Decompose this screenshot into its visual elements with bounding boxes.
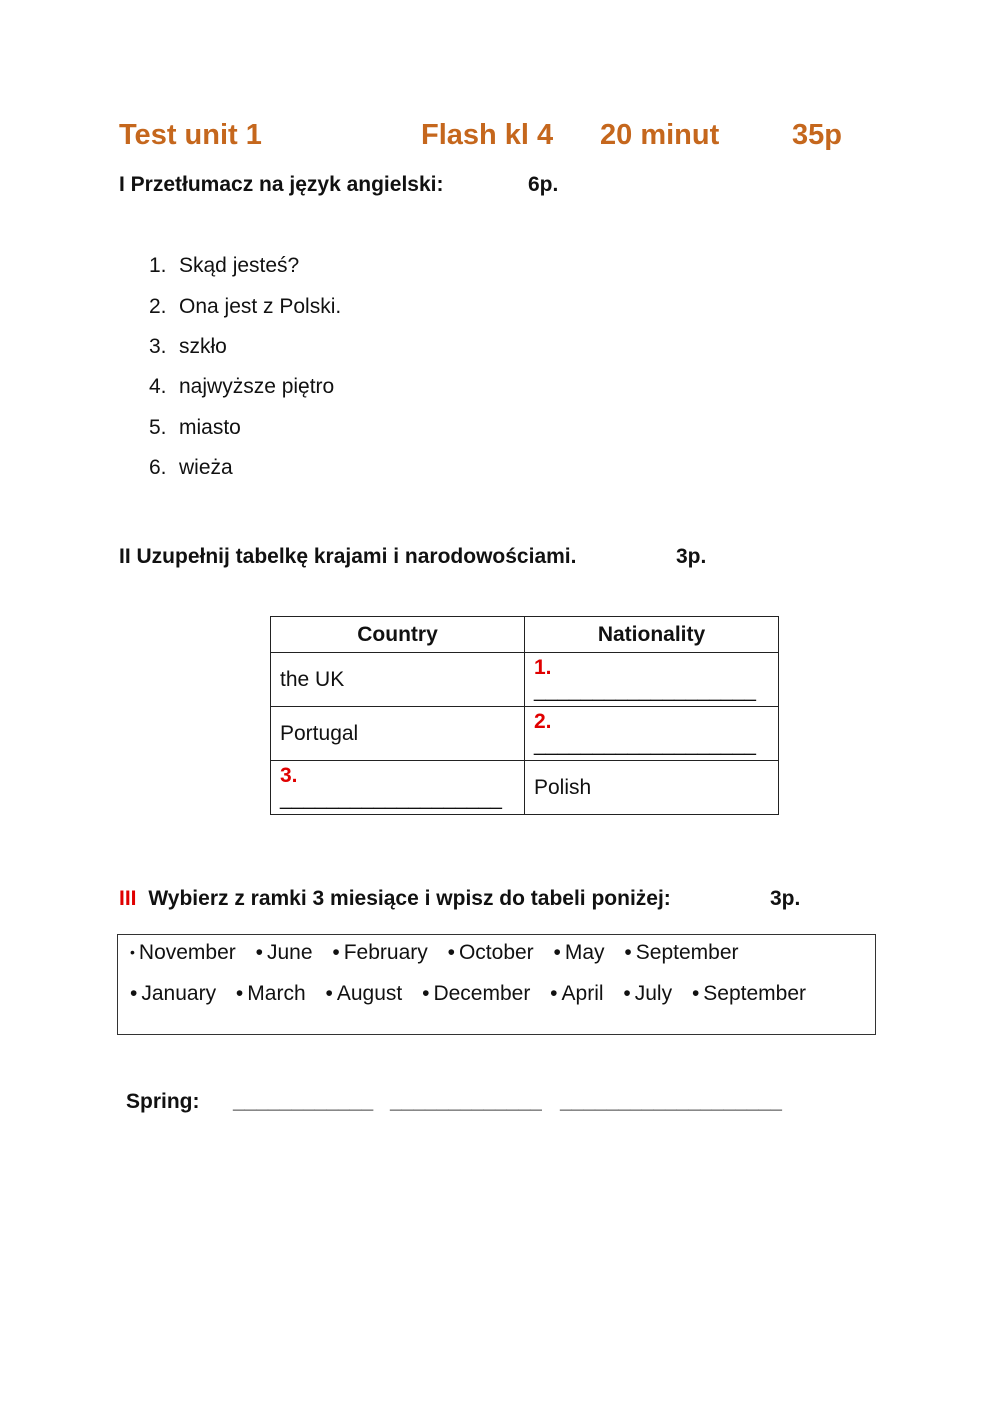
month-word: October: [458, 941, 534, 964]
country-header: Country: [271, 617, 525, 653]
country-cell: Portugal: [271, 707, 525, 761]
month-word: April: [561, 982, 604, 1005]
month-word: May: [564, 941, 605, 964]
item-text: Ona jest z Polski.: [179, 295, 342, 318]
nationality-answer-cell[interactable]: [525, 653, 779, 707]
item-text: Skąd jesteś?: [179, 254, 300, 277]
item-text: miasto: [179, 416, 241, 439]
month-word: November: [138, 941, 236, 964]
table-row: [271, 653, 779, 707]
spring-blank-1[interactable]: ____________: [233, 1090, 374, 1113]
answer-number: 1.: [534, 656, 552, 680]
bullet: •: [553, 941, 561, 964]
list-item: [149, 416, 241, 440]
test-title: Test unit 1: [119, 119, 262, 151]
months-box: [117, 934, 876, 1035]
item-text: wieża: [179, 456, 233, 479]
bullet: •: [235, 982, 244, 1005]
table-row: [271, 761, 779, 815]
table-header-row: [271, 617, 779, 653]
section1-heading: I Przetłumacz na język angielski:: [119, 173, 444, 196]
time-label: 20 minut: [600, 119, 720, 151]
section3-heading-line: [119, 887, 671, 911]
answer-blank[interactable]: ___________________: [534, 678, 756, 702]
spring-label: Spring:: [126, 1090, 200, 1113]
nationality-cell: Polish: [525, 761, 779, 815]
list-item: [149, 295, 341, 319]
table-row: [271, 707, 779, 761]
month-word: June: [266, 941, 313, 964]
bullet: •: [255, 941, 263, 964]
answer-blank[interactable]: ___________________: [280, 786, 502, 810]
section2-points: 3p.: [676, 545, 707, 568]
months-row-2: [130, 982, 820, 1006]
course-label: Flash kl 4: [421, 119, 554, 151]
month-word: December: [433, 982, 531, 1005]
section1-points: 6p.: [528, 173, 559, 196]
list-item: [149, 456, 233, 480]
total-points: 35p: [792, 119, 842, 151]
item-text: najwyższe piętro: [179, 375, 335, 398]
item-text: szkło: [179, 335, 227, 358]
item-number: 5.: [149, 416, 167, 439]
item-number: 2.: [149, 295, 167, 318]
list-item: [149, 254, 299, 278]
bullet: •: [623, 982, 631, 1005]
item-number: 1.: [149, 254, 167, 277]
month-word: January: [141, 982, 217, 1005]
spring-blank-3[interactable]: ___________________: [560, 1090, 782, 1113]
bullet: •: [691, 982, 700, 1005]
month-word: March: [247, 982, 306, 1005]
month-word: August: [336, 982, 403, 1005]
bullet: •: [325, 982, 333, 1005]
month-word: September: [703, 982, 807, 1005]
section3-numeral: III: [119, 887, 137, 910]
months-row-1: [130, 941, 753, 965]
month-word: September: [635, 941, 739, 964]
list-item: [149, 335, 227, 359]
answer-blank[interactable]: ___________________: [534, 732, 756, 756]
country-answer-cell[interactable]: [271, 761, 525, 815]
spring-blank-2[interactable]: _____________: [390, 1090, 542, 1113]
bullet: •: [550, 982, 558, 1005]
nationality-header: Nationality: [525, 617, 779, 653]
bullet: •: [130, 982, 138, 1005]
bullet: •: [332, 941, 340, 964]
item-number: 4.: [149, 375, 167, 398]
nationality-answer-cell[interactable]: [525, 707, 779, 761]
item-number: 3.: [149, 335, 167, 358]
answer-number: 3.: [280, 764, 298, 788]
country-cell: the UK: [271, 653, 525, 707]
answer-number: 2.: [534, 710, 552, 734]
month-word: July: [634, 982, 673, 1005]
bullet: •: [624, 941, 632, 964]
nationality-table: [270, 616, 779, 815]
section2-heading: II Uzupełnij tabelkę krajami i narodowościami.: [119, 545, 577, 568]
item-number: 6.: [149, 456, 167, 479]
month-word: February: [343, 941, 428, 964]
bullet: •: [447, 941, 455, 964]
section3-points: 3p.: [770, 887, 801, 910]
section3-heading: Wybierz z ramki 3 miesiące i wpisz do tabeli poniżej:: [148, 887, 671, 910]
bullet: •: [130, 944, 135, 960]
list-item: [149, 375, 334, 399]
bullet: •: [422, 982, 430, 1005]
